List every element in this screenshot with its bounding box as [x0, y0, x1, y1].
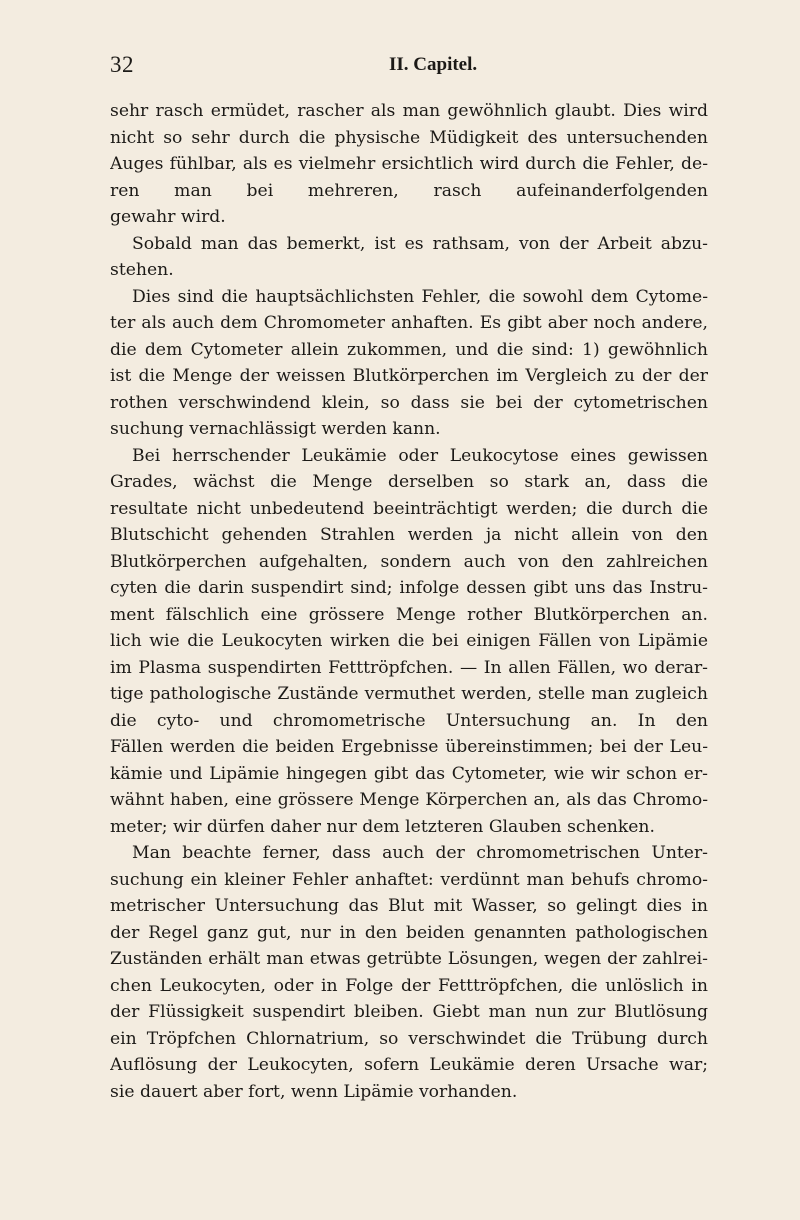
text-line: ren man bei mehreren, rasch aufeinanderfolgenden — [110, 180, 708, 201]
text-line: Auges fühlbar, als es vielmehr ersichtlich wird durch die Fehler, de- — [110, 154, 708, 174]
text-line: Auflösung der Leukocyten, sofern Leukämie deren Ursache war; — [110, 1055, 708, 1075]
running-head: II. Capitel. — [389, 54, 478, 75]
text-line: metrischer Untersuchung das Blut mit Wasser, so gelingt dies in — [110, 896, 708, 916]
text-line: stehen. — [110, 260, 174, 280]
text-line: tige pathologische Zustände vermuthet werden, stelle man zugleich — [110, 684, 708, 704]
text-line: Zuständen erhält man etwas getrübte Lösungen, wegen der zahlrei- — [110, 949, 708, 969]
text-line: gewahr wird. — [110, 207, 226, 227]
text-line: rothen verschwindend klein, so dass sie bei der cytometrischen — [110, 392, 708, 413]
text-line: ter als auch dem Chromometer anhaften. Es gibt aber noch andere, — [110, 313, 708, 333]
page-header — [110, 50, 708, 80]
text-line: Dies sind die hauptsächlichsten Fehler, die sowohl dem Cytome- — [132, 286, 708, 307]
text-line: kämie und Lipämie hingegen gibt das Cytometer, wie wir schon er- — [110, 763, 708, 784]
text-line: ist die Menge der weissen Blutkörperchen im Vergleich zu der der — [110, 366, 708, 386]
text-line: Sobald man das bemerkt, ist es rathsam, von der Arbeit abzu- — [132, 233, 708, 254]
text-line: sie dauert aber fort, wenn Lipämie vorhanden. — [110, 1081, 518, 1102]
text-line: die cyto- und chromometrische Untersuchung an. In den — [110, 710, 708, 731]
text-line: nicht so sehr durch die physische Müdigkeit des untersuchenden — [110, 127, 708, 148]
text-line: Bei herrschender Leukämie oder Leukocytose eines gewissen — [132, 445, 708, 466]
text-line: der Regel ganz gut, nur in den beiden genannten pathologischen — [110, 922, 708, 943]
text-line: Blutschicht gehenden Strahlen werden ja nicht allein von den — [110, 525, 708, 545]
text-line: cyten die darin suspendirt sind; infolge dessen gibt uns das Instru- — [110, 578, 708, 598]
text-line: suchung vernachlässigt werden kann. — [110, 419, 441, 439]
text-line: Grades, wächst die Menge derselben so stark an, dass die — [110, 472, 708, 492]
text-line: resultate nicht unbedeutend beeinträchtigt werden; die durch die — [110, 498, 708, 519]
text-line: die dem Cytometer allein zukommen, und die sind: 1) gewöhnlich — [110, 339, 708, 360]
body-text — [110, 98, 708, 1105]
page-number: 32 — [110, 52, 134, 77]
text-line: der Flüssigkeit suspendirt bleiben. Giebt man nun zur Blutlösung — [110, 1002, 708, 1022]
text-line: Fällen werden die beiden Ergebnisse übereinstimmen; bei der Leu- — [110, 737, 708, 757]
text-line: ment fälschlich eine grössere Menge rother Blutkörperchen an. — [110, 604, 708, 625]
text-line: Man beachte ferner, dass auch der chromometrischen Unter- — [132, 843, 708, 863]
text-line: meter; wir dürfen daher nur dem letzteren Glauben schenken. — [110, 816, 655, 837]
text-line: chen Leukocyten, oder in Folge der Fetttröpfchen, die unlöslich in — [110, 975, 708, 996]
text-line: im Plasma suspendirten Fetttröpfchen. — In allen Fällen, wo derar- — [110, 657, 708, 678]
text-line: wähnt haben, eine grössere Menge Körperchen an, als das Chromo- — [110, 790, 708, 810]
text-line: suchung ein kleiner Fehler anhaftet: verdünnt man behufs chromo- — [110, 869, 708, 890]
text-line: ein Tröpfchen Chlornatrium, so verschwindet die Trübung durch — [110, 1028, 708, 1049]
text-line: sehr rasch ermüdet, rascher als man gewöhnlich glaubt. Dies wird — [110, 101, 708, 121]
text-line: lich wie die Leukocyten wirken die bei einigen Fällen von Lipämie — [110, 631, 708, 651]
text-line: Blutkörperchen aufgehalten, sondern auch von den zahlreichen — [110, 551, 708, 572]
